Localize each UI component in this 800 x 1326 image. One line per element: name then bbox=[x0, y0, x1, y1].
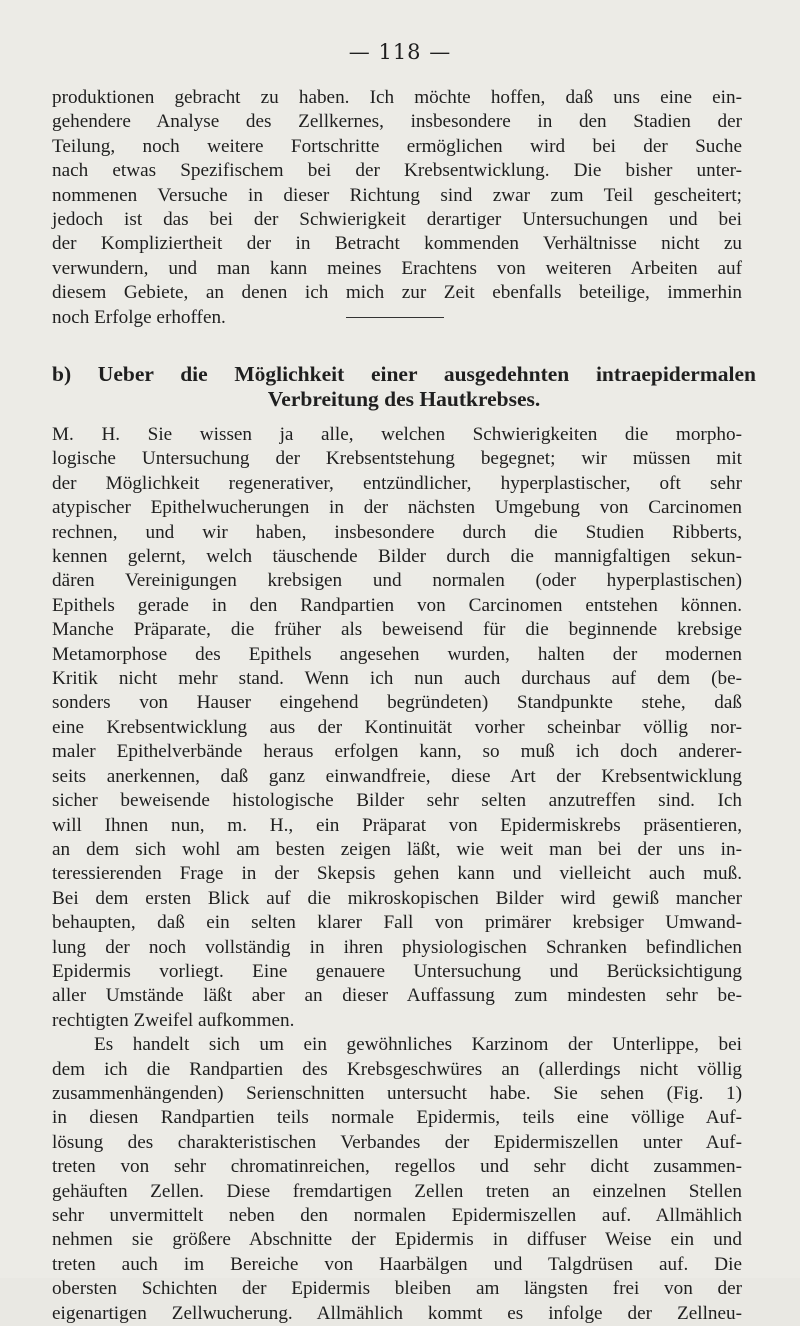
text-line: noch Erfolge erhoffen. bbox=[52, 306, 226, 328]
intro-paragraph bbox=[52, 86, 742, 330]
text-line: Manche Präparate, die früher als beweisend für die beginnende krebsige bbox=[52, 619, 742, 641]
text-line: logische Untersuchung der Krebsentstehung begegnet; wir müssen mit bbox=[52, 448, 742, 470]
text-line: treten von sehr chromatinreichen, regellos und sehr dicht zusammen- bbox=[52, 1156, 742, 1178]
text-line: Kritik nicht mehr stand. Wenn ich nun auch durchaus auf dem (be- bbox=[52, 668, 742, 690]
text-line: Epidermis vorliegt. Eine genauere Untersuchung und Berücksichtigung bbox=[52, 960, 742, 982]
text-line: jedoch ist das bei der Schwierigkeit derartiger Untersuchungen und bei bbox=[52, 209, 742, 231]
text-line: teressierenden Frage in der Skepsis gehen kann und vielleicht auch muß. bbox=[52, 863, 742, 885]
text-line: rechtigten Zweifel aufkommen. bbox=[52, 1009, 295, 1031]
text-line: der Möglichkeit regenerativer, entzündlicher, hyperplastischer, oft sehr bbox=[52, 472, 742, 494]
text-line: eigenartigen Zellwucherung. Allmählich kommt es infolge der Zellneu- bbox=[52, 1302, 742, 1324]
text-line: verwundern, und man kann meines Erachtens von weiteren Arbeiten auf bbox=[52, 257, 742, 279]
text-line: rechnen, und wir haben, insbesondere durch die Studien Ribberts, bbox=[52, 521, 742, 543]
text-line: gehäuften Zellen. Diese fremdartigen Zellen treten an einzelnen Stellen bbox=[52, 1180, 742, 1202]
text-line: an dem sich wohl am besten zeigen läßt, wie weit man bei der uns in- bbox=[52, 838, 742, 860]
text-line: behaupten, daß ein selten klarer Fall von primärer krebsiger Umwand- bbox=[52, 912, 742, 934]
body-paragraphs bbox=[52, 423, 742, 1326]
text-line: lung der noch vollständig in ihren physiologischen Schranken befindlichen bbox=[52, 936, 742, 958]
text-line: in diesen Randpartien teils normale Epidermis, teils eine völlige Auf- bbox=[52, 1107, 742, 1129]
text-line: treten auch im Bereiche von Haarbälgen und Talgdrüsen auf. Die bbox=[52, 1253, 742, 1275]
text-line: dem ich die Randpartien des Krebsgeschwüres an (allerdings nicht völlig bbox=[52, 1058, 742, 1080]
text-line: nommenen Versuche in dieser Richtung sind zwar zum Teil gescheitert; bbox=[52, 184, 742, 206]
text-line: will Ihnen nun, m. H., ein Präparat von Epidermiskrebs präsentieren, bbox=[52, 814, 742, 836]
text-line: gehendere Analyse des Zellkernes, insbesondere in den Stadien der bbox=[52, 111, 742, 133]
text-line: sonders von Hauser eingehend begründeten) Standpunkte stehe, daß bbox=[52, 692, 742, 714]
text-line: aller Umstände läßt aber an dieser Auffassung zum mindesten sehr be- bbox=[52, 985, 742, 1007]
text-line: nach etwas Spezifischem bei der Krebsentwicklung. Die bisher unter- bbox=[52, 160, 742, 182]
text-line: Teilung, noch weitere Fortschritte ermöglichen wird bei der Suche bbox=[52, 135, 742, 157]
heading-line: Verbreitung des Hautkrebses. bbox=[267, 387, 541, 411]
text-line: sehr unvermittelt neben den normalen Epidermiszellen auf. Allmählich bbox=[52, 1205, 742, 1226]
text-line: dären Vereinigungen krebsigen und normalen (oder hyperplastischen) bbox=[52, 570, 742, 592]
text-line: maler Epithelverbände heraus erfolgen kann, so muß ich doch anderer- bbox=[52, 741, 742, 763]
heading-line: b) Ueber die Möglichkeit einer ausgedehnten intraepidermalen bbox=[52, 362, 756, 386]
text-line: Bei dem ersten Blick auf die mikroskopischen Bilder wird gewiß mancher bbox=[52, 887, 742, 909]
text-line: nehmen sie größere Abschnitte der Epidermis in diffuser Weise ein und bbox=[52, 1229, 742, 1251]
text-line: zusammenhängenden) Serienschnitten untersucht habe. Sie sehen (Fig. 1) bbox=[52, 1082, 742, 1104]
text-line: obersten Schichten der Epidermis bleiben am längsten frei von der bbox=[52, 1278, 742, 1300]
text-line: Es handelt sich um ein gewöhnliches Karzinom der Unterlippe, bei bbox=[94, 1034, 742, 1056]
text-line: Metamorphose des Epithels angesehen wurden, halten der modernen bbox=[52, 643, 742, 665]
section-divider bbox=[346, 317, 444, 318]
text-line: lösung des charakteristischen Verbandes der Epidermiszellen unter Auf- bbox=[52, 1131, 742, 1153]
text-line: diesem Gebiete, an denen ich mich zur Zeit ebenfalls beteilige, immerhin bbox=[52, 282, 742, 304]
section-heading bbox=[52, 362, 756, 412]
text-line: produktionen gebracht zu haben. Ich möchte hoffen, daß uns eine ein- bbox=[52, 87, 742, 108]
page-number: — 118 — bbox=[348, 40, 452, 64]
text-line: M. H. Sie wissen ja alle, welchen Schwierigkeiten die morpho- bbox=[52, 424, 742, 445]
text-line: sicher beweisende histologische Bilder sehr selten anzutreffen sind. Ich bbox=[52, 790, 742, 812]
text-line: atypischer Epithelwucherungen in der nächsten Umgebung von Carcinomen bbox=[52, 497, 742, 519]
text-line: der Kompliziertheit der in Betracht kommenden Verhältnisse nicht zu bbox=[52, 233, 742, 255]
text-line: Epithels gerade in den Randpartien von Carcinomen entstehen können. bbox=[52, 594, 742, 616]
text-line: kennen gelernt, welch täuschende Bilder durch die mannigfaltigen sekun- bbox=[52, 546, 742, 568]
text-line: seits anerkennen, daß ganz einwandfreie, diese Art der Krebsentwicklung bbox=[52, 765, 742, 787]
text-line: eine Krebsentwicklung aus der Kontinuität vorher scheinbar völlig nor- bbox=[52, 716, 742, 738]
